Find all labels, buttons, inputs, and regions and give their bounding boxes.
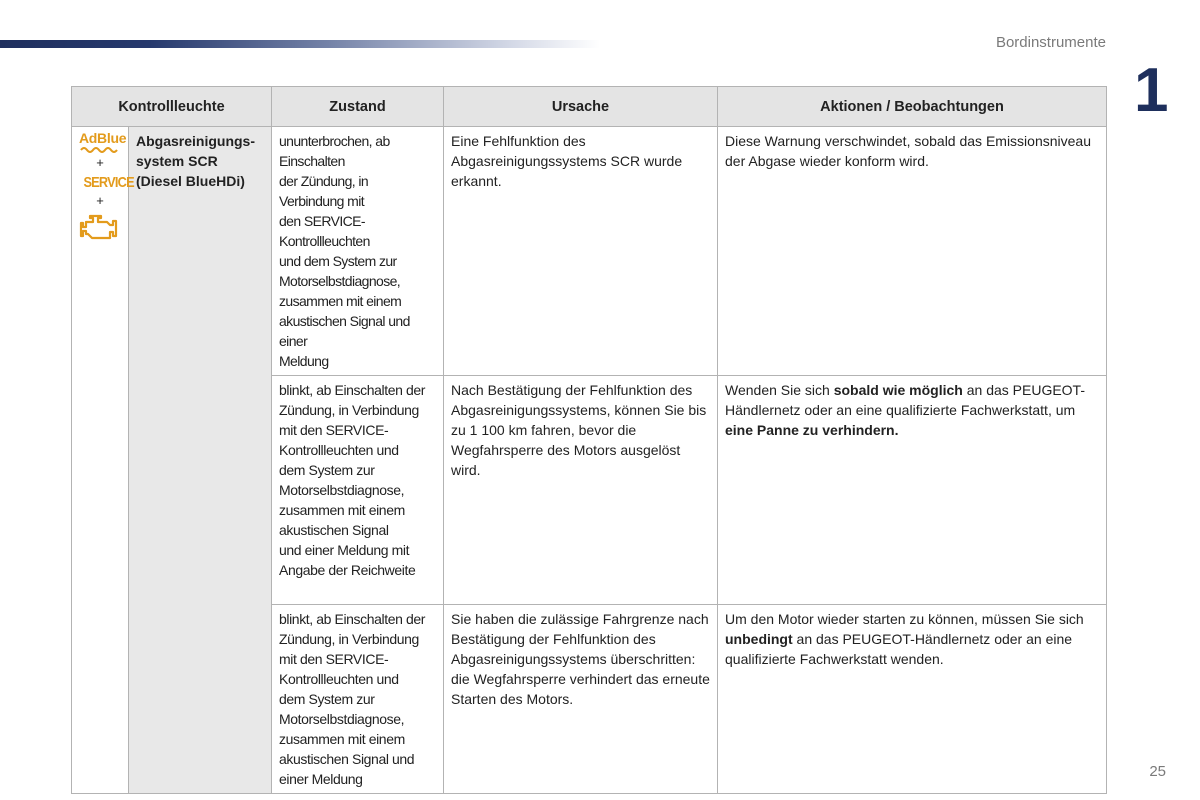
state-cell [272,605,444,794]
column-header-zustand: Zustand [272,87,444,127]
state-line: blinkt, ab Einschalten der [279,611,426,627]
cause-cell: Nach Bestätigung der Fehlfunktion des Abgasreinigungssystems, können Sie bis zu 1 100 km fahren, bevor die Wegfahrsperre des Motors ausgelöst wird. [444,376,718,605]
state-line: mit den SERVICE- [279,422,389,438]
header-gradient-bar [0,40,600,48]
cause-cell: Eine Fehlfunktion des Abgasreinigungssystems SCR wurde erkannt. [444,127,718,376]
column-header-ursache: Ursache [444,87,718,127]
cause-cell: Sie haben die zulässige Fahrgrenze nach Bestätigung der Fehlfunktion des Abgasreinigungssystems überschritten: die Wegfahrsperre verhindert das erneute Starten des Motors. [444,605,718,794]
state-line: zusammen mit einem [279,731,405,747]
table-row [72,127,1107,376]
warning-light-name [129,127,272,794]
action-text: an das PEUGEOT-Händlernetz oder an eine qualifizierte Fachwerkstatt, um [725,382,1086,418]
state-line: Motorselbstdiagnose, [279,711,405,727]
action-cell: Diese Warnung verschwindet, sobald das Emissionsniveau der Abgase wieder konform wird. [718,127,1107,376]
table-header-row [72,87,1107,127]
warning-lights-table [71,86,1107,794]
state-line: dem System zur [279,462,375,478]
engine-check-icon [79,212,121,249]
state-line: Kontrollleuchten und [279,671,399,687]
light-name-line: (Diesel BlueHDi) [136,173,245,189]
state-line: und dem System zur [279,253,397,269]
state-line: den SERVICE-Kontrollleuchten [279,213,370,249]
state-line: Motorselbstdiagnose, [279,482,405,498]
light-name-line: system SCR [136,153,218,169]
state-line: dem System zur [279,691,375,707]
state-line: Meldung [279,353,329,369]
state-line: akustischen Signal [279,522,389,538]
action-cell [718,376,1107,605]
action-text: Wenden Sie sich [725,382,834,398]
adblue-icon [79,130,127,154]
action-emphasis: eine Panne zu verhindern. [725,422,899,438]
state-line: mit den SERVICE- [279,651,389,667]
action-emphasis: unbedingt [725,631,793,647]
column-header-kontrollleuchte: Kontrollleuchte [72,87,272,127]
state-line: zusammen mit einem [279,502,405,518]
action-text: Um den Motor wieder starten zu können, müssen Sie sich [725,611,1084,627]
action-cell [718,605,1107,794]
state-cell [272,376,444,605]
service-icon: SERVICE [83,174,134,191]
adblue-waves-icon [79,145,121,154]
state-line: zusammen mit einem [279,293,402,309]
state-line: einer Meldung [279,771,363,787]
action-emphasis: sobald wie möglich [833,382,963,398]
adblue-icon-label: AdBlue [79,130,127,146]
plus-sign: + [96,193,104,208]
light-name-line: Abgasreinigungs- [136,133,256,149]
state-line: Zündung, in Verbindung [279,631,419,647]
state-line: akustischen Signal und [279,751,415,767]
state-line: Kontrollleuchten und [279,442,399,458]
state-line: Motorselbstdiagnose, [279,273,401,289]
warning-icons-cell [72,127,134,794]
page-number: 25 [1149,763,1166,780]
state-line: der Zündung, in Verbindung mit [279,173,369,209]
column-header-aktionen: Aktionen / Beobachtungen [718,87,1107,127]
section-title: Bordinstrumente [995,34,1106,51]
state-line: Angabe der Reichweite [279,562,416,578]
state-line: akustischen Signal und einer [279,313,410,349]
state-line: blinkt, ab Einschalten der [279,382,426,398]
state-line: Zündung, in Verbindung [279,402,419,418]
state-line: und einer Meldung mit [279,542,410,558]
plus-sign: + [96,155,104,170]
state-line: ununterbrochen, ab Einschalten [279,133,390,169]
action-text: an das PEUGEOT-Händlernetz oder an eine qualifizierte Fachwerkstatt wenden. [725,631,1073,667]
state-cell [272,127,444,376]
chapter-number: 1 [1134,56,1169,125]
